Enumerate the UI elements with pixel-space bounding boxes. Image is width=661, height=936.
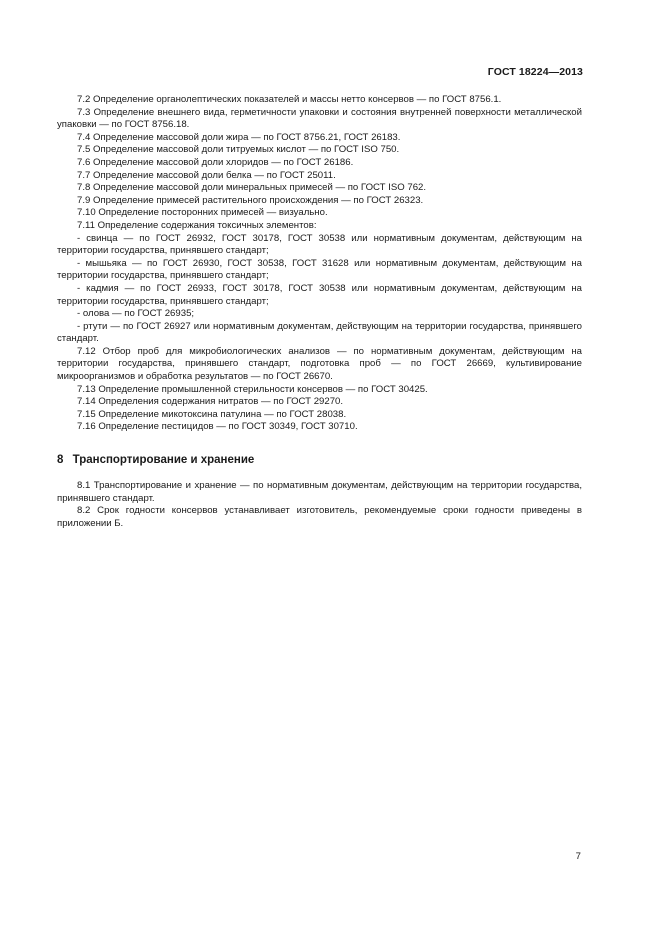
clause-8-1: 8.1 Транспортирование и хранение — по нормативным документам, действующим на территории государства, принявшего стандарт. (57, 480, 582, 504)
clause-7-16: 7.16 Определение пестицидов — по ГОСТ 30349, ГОСТ 30710. (77, 421, 358, 433)
section-8-heading (57, 454, 582, 466)
clause-7-8: 7.8 Определение массовой доли минеральных примесей — по ГОСТ ISO 762. (77, 182, 427, 194)
clause-7-13: 7.13 Определение промышленной стерильности консервов — по ГОСТ 30425. (77, 383, 428, 395)
page-number: 7 (575, 851, 581, 862)
list-item-cadmium: - кадмия — по ГОСТ 26933, ГОСТ 30178, ГОСТ 30538 или нормативным документам, действующим на территории государства, принявшего стандарт; (57, 282, 582, 307)
clause-7-9: 7.9 Определение примесей растительного происхождения — по ГОСТ 26323. (77, 194, 424, 206)
clause-7-14: 7.14 Определения содержания нитратов — по ГОСТ 29270. (77, 396, 344, 408)
clause-7-11: 7.11 Определение содержания токсичных элементов: (77, 219, 317, 231)
clause-7-4: 7.4 Определение массовой доли жира — по ГОСТ 8756.21, ГОСТ 26183. (77, 131, 401, 143)
clause-7-10: 7.10 Определение посторонних примесей — визуально. (77, 207, 328, 219)
document-header-id: ГОСТ 18224—2013 (487, 66, 583, 78)
clause-7-3: 7.3 Определение внешнего вида, герметичности упаковки и состояния внутренней поверхности металлической упаковки — по ГОСТ 8756.18. (57, 106, 582, 131)
list-item-lead: - свинца — по ГОСТ 26932, ГОСТ 30178, ГОСТ 30538 или нормативным документам, действующим на территории государства, принявшего стандарт; (57, 232, 582, 257)
clause-7-7: 7.7 Определение массовой доли белка — по ГОСТ 25011. (77, 169, 336, 181)
clause-8-2: 8.2 Срок годности консервов устанавливает изготовитель, рекомендуемые сроки годности приведены в приложении Б. (57, 505, 582, 529)
clause-7-15: 7.15 Определение микотоксина патулина — по ГОСТ 28038. (77, 408, 347, 420)
clause-7-5: 7.5 Определение массовой доли титруемых кислот — по ГОСТ ISO 750. (77, 144, 400, 156)
clause-7-6: 7.6 Определение массовой доли хлоридов — по ГОСТ 26186. (77, 156, 354, 168)
section-8-title: Транспортирование и хранение (72, 454, 255, 466)
list-item-tin: - олова — по ГОСТ 26935; (77, 308, 195, 320)
clause-7-2: 7.2 Определение органолептических показателей и массы нетто консервов — по ГОСТ 8756.1. (77, 94, 502, 105)
section-8-number: 8 (57, 454, 64, 466)
clause-7-12: 7.12 Отбор проб для микробиологических анализов — по нормативным документам, действующим на территории государства, принявшего стандарт, подготовка проб — по ГОСТ 26669, культивирование микроорганизмов и обработка результатов — по ГОСТ 26670. (57, 345, 582, 383)
section-7-body (57, 94, 582, 434)
section-8-body (57, 480, 582, 530)
list-item-mercury: - ртути — по ГОСТ 26927 или нормативным документам, действующим на территории государства, принявшего стандарт. (57, 320, 582, 345)
list-item-arsenic: - мышьяка — по ГОСТ 26930, ГОСТ 30538, ГОСТ 31628 или нормативным документам, действующим на территории государства, принявшего стандарт; (57, 257, 582, 282)
